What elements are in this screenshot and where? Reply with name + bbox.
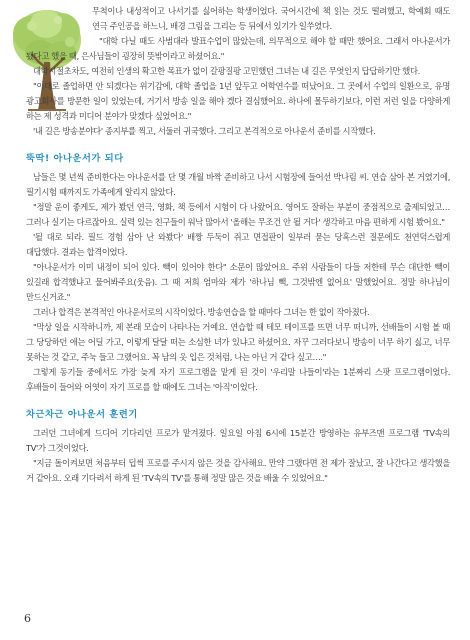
section1-paragraph-1: 남들은 몇 년씩 준비한다는 아나운서를 단 몇 개월 바짝 준비하고 나서 시험장에 들어선 박나림 씨. 연습 삼아 본 거였기에, 필기시험 때까지도 가족에게 알리지 않았다. — [26, 172, 450, 197]
intro-quote-1: "대학 다닐 때도 사범대라 발표수업이 많았는데, 의무적으로 해야 할 때만 했어요. 그래서 아나운서가 됐다고 했을 때, 은사님들이 굉장히 뜻밖이라고 하셨어요." — [26, 36, 450, 61]
section1-paragraph-4: 그렇게 동기들 중에서도 가장 늦게 자기 프로그램을 맡게 된 것이 '우리말 나들이'라는 1분짜리 스팟 프로그램이었다. 후배들이 들어와 어엿이 자기 프로를 할 때에도 그녀는 '아직'이었다. — [26, 367, 450, 392]
section2-quote-1: "지금 돌이켜보면 처음부터 덥썩 프로를 주시지 않은 것을 감사해요. 만약 그랬다면 전 제가 잘났고, 잘 나간다고 생각했을 거 같아요. 오래 기다려서 하게 된 'TV속의 TV'를 통해 정말 많은 것을 배울 수 있었어요." — [26, 458, 450, 483]
section1-paragraph-3: 그러나 합격은 본격적인 아나운서로의 시작이었다. 방송연습을 할 때마다 그녀는 한 없이 작아졌다. — [33, 307, 370, 317]
section-heading-1: 뚝딱! 아나운서가 되다 — [26, 153, 124, 164]
page-number: 6 — [24, 612, 31, 625]
section1-quote-3: "막상 일을 시작하니까, 제 본래 모습이 나타나는 거예요. 연습할 때 테모 테이프를 뜨면 너무 떠니까, 선배들이 시험 볼 때 그 당당하던 애는 어딜 가고, 이렇게 달달 떠는 소심한 녀가 있냐고 하셨어요. 자꾸 그러다보니 방송이 너무 하기 싫고, 너무 못하는 것 같고, 주눅 들고 그랬어요. 꼭 남의 옷 입은 것처럼, 나는 아닌 거 같다 싶고…." — [26, 322, 450, 362]
intro-paragraph-1: 무척이나 내성적이고 나서기를 싫어하는 학생이었다. 국어시간에 책 읽는 것도 떨려했고, 학예회 때도 연극 주인공을 하느니, 배경 그림을 그리는 등 뒤에서 있기가 일쑤였다. — [92, 6, 450, 31]
article-body — [26, 4, 450, 486]
section1-quote-2: "아나운서가 이미 내정이 되어 있다. 빽이 있어야 한다" 소문이 많았어요. 주위 사람들이 다들 저한테 무슨 대단한 빽이 있길래 합격했냐고 물어봐주요(웃음). 그 때 저희 엄마와 제가 '하나님 빽, 그것밖엔 없어요' 말했었어요. 정말 하나님이 만드신거죠." — [26, 262, 450, 302]
intro-quote-2: "이대로 졸업하면 안 되겠다는 위기감에, 대학 졸업을 1년 앞두고 어학연수를 떠났어요. 그 곳에서 수업의 일환으로, 유명 광고회사를 방문한 일이 있었는데, 거기서 방송 일을 해야 겠다 결심했어요. 하나에 몰두하기보다, 이런 저런 일을 다양하게 하는 제 성격과 미디어 분야가 맞겠다 싶었어요." — [26, 81, 450, 121]
intro-paragraph-2: 대학시절초차도, 여전히 인생의 확고한 목표가 없이 갈팡질팡 고민했던 그녀는 내 길은 무엇인지 답답하기만 했다. — [33, 66, 420, 76]
section1-paragraph-2: '될 대로 되라. 필드 경험 삼아 난 와봤다' 배짱 두둑이 쥐고 면접판이 일부러 묻는 당혹스런 질문에도 천연덕스럽게 대답했다. 결과는 합격이었다. — [26, 232, 450, 257]
section-heading-2: 차근차근 아나운서 훈련기 — [26, 409, 138, 420]
section1-quote-1: "정말 운이 좋게도, 제가 봤던 연극, 영화, 책 등에서 시험이 다 나왔어요. 영어도 잘하는 부분이 중점적으로 출제되었고… 그러나 실기는 다르잖아요. 실력 있는 친구들이 워낙 많아서 '올해는 무조건 안 될 거다' 생각하고 마음 편하게 시험 봤어요." — [26, 202, 450, 227]
section2-paragraph-1: 그러던 그녀에게 드디어 기다리던 프로가 맡겨졌다. 일요일 아침 6시에 15분간 방영하는 유부즈맨 프로그램 'TV속의 TV'가 그것이었다. — [26, 428, 450, 453]
intro-paragraph-3: '내 길은 방송분야다' 종지부를 찍고, 서둘러 귀국했다. 그리고 본격적으로 아나운서 준비를 시작했다. — [33, 126, 376, 136]
